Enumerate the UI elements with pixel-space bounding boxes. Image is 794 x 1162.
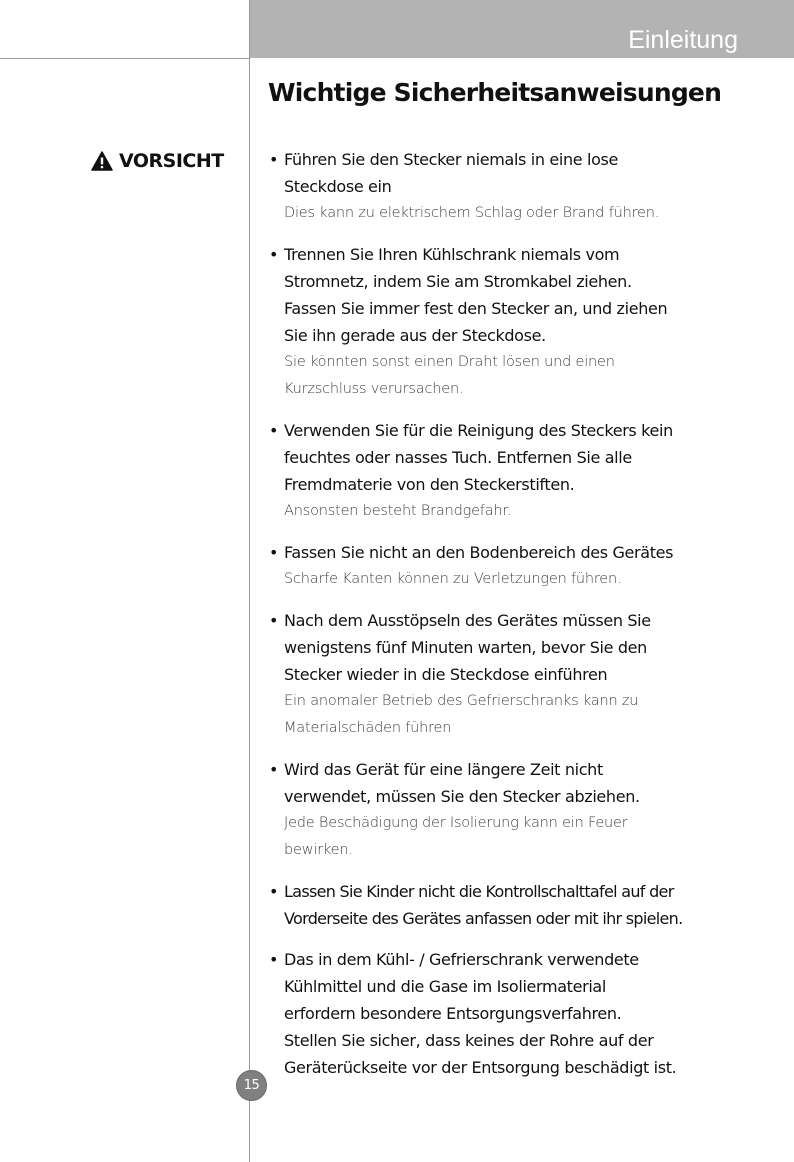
instruction-note: Ein anomaler Betrieb des Gefrierschranks kann zu Materialschäden führen <box>284 693 639 736</box>
bullet: • <box>269 543 279 562</box>
instruction-text: Wird das Gerät für eine längere Zeit nicht verwendet, müssen Sie den Stecker abziehen. <box>284 760 640 806</box>
list-item <box>269 417 729 525</box>
instruction-note: Scharfe Kanten können zu Verletzungen führen. <box>284 571 622 587</box>
list-item <box>269 878 729 932</box>
bullet: • <box>269 611 279 630</box>
list-item <box>269 946 729 1081</box>
list-item <box>269 146 729 227</box>
bullet: • <box>269 421 279 440</box>
list-item <box>269 756 729 864</box>
bullet: • <box>269 150 279 169</box>
list-item <box>269 607 729 742</box>
instruction-text: Verwenden Sie für die Reinigung des Steckers kein feuchtes oder nasses Tuch. Entfernen Sie alle Fremdmaterie von den Steckerstiften. <box>284 421 673 494</box>
list-item <box>269 241 729 403</box>
page-number: 15 <box>236 1070 267 1101</box>
bullet: • <box>269 882 279 901</box>
page-title: Wichtige Sicherheitsanweisungen <box>268 78 722 107</box>
caution-label-block <box>91 150 224 172</box>
list-item <box>269 539 729 593</box>
instruction-note: Dies kann zu elektrischem Schlag oder Brand führen. <box>284 205 660 221</box>
margin-divider <box>249 0 250 1162</box>
bullet: • <box>269 760 279 779</box>
caution-label: VORSICHT <box>119 150 224 172</box>
safety-instructions-list <box>269 146 729 1095</box>
bullet: • <box>269 950 279 969</box>
bullet: • <box>269 245 279 264</box>
instruction-note: Jede Beschädigung der Isolierung kann ein Feuer bewirken. <box>284 815 628 858</box>
instruction-text: Das in dem Kühl- / Gefrierschrank verwendete Kühlmittel und die Gase im Isoliermaterial erfordern besondere Entsorgungsverfahren. Stellen Sie sicher, dass keines der Rohre auf der Geräterückseite vor der Entsorgung beschädigt ist. <box>284 950 677 1077</box>
instruction-text: Fassen Sie nicht an den Bodenbereich des Gerätes <box>284 543 674 562</box>
instruction-note: Ansonsten besteht Brandgefahr. <box>284 503 512 519</box>
section-title: Einleitung <box>628 26 738 54</box>
instruction-text: Trennen Sie Ihren Kühlschrank niemals vom Stromnetz, indem Sie am Stromkabel ziehen. Fassen Sie immer fest den Stecker an, und ziehen Sie ihn gerade aus der Steckdose. <box>284 245 668 345</box>
instruction-text: Nach dem Ausstöpseln des Gerätes müssen Sie wenigstens fünf Minuten warten, bevor Sie den Stecker wieder in die Steckdose einführen <box>284 611 651 684</box>
header-bar <box>250 0 794 58</box>
instruction-text: Führen Sie den Stecker niemals in eine lose Steckdose ein <box>284 150 619 196</box>
instruction-text: Lassen Sie Kinder nicht die Kontrollschalttafel auf der Vorderseite des Gerätes anfassen oder mit ihr spielen. <box>284 882 683 928</box>
instruction-note: Sie könnten sonst einen Draht lösen und einen Kurzschluss verursachen. <box>284 354 615 397</box>
warning-triangle-icon <box>91 151 113 171</box>
header-divider <box>0 58 250 59</box>
